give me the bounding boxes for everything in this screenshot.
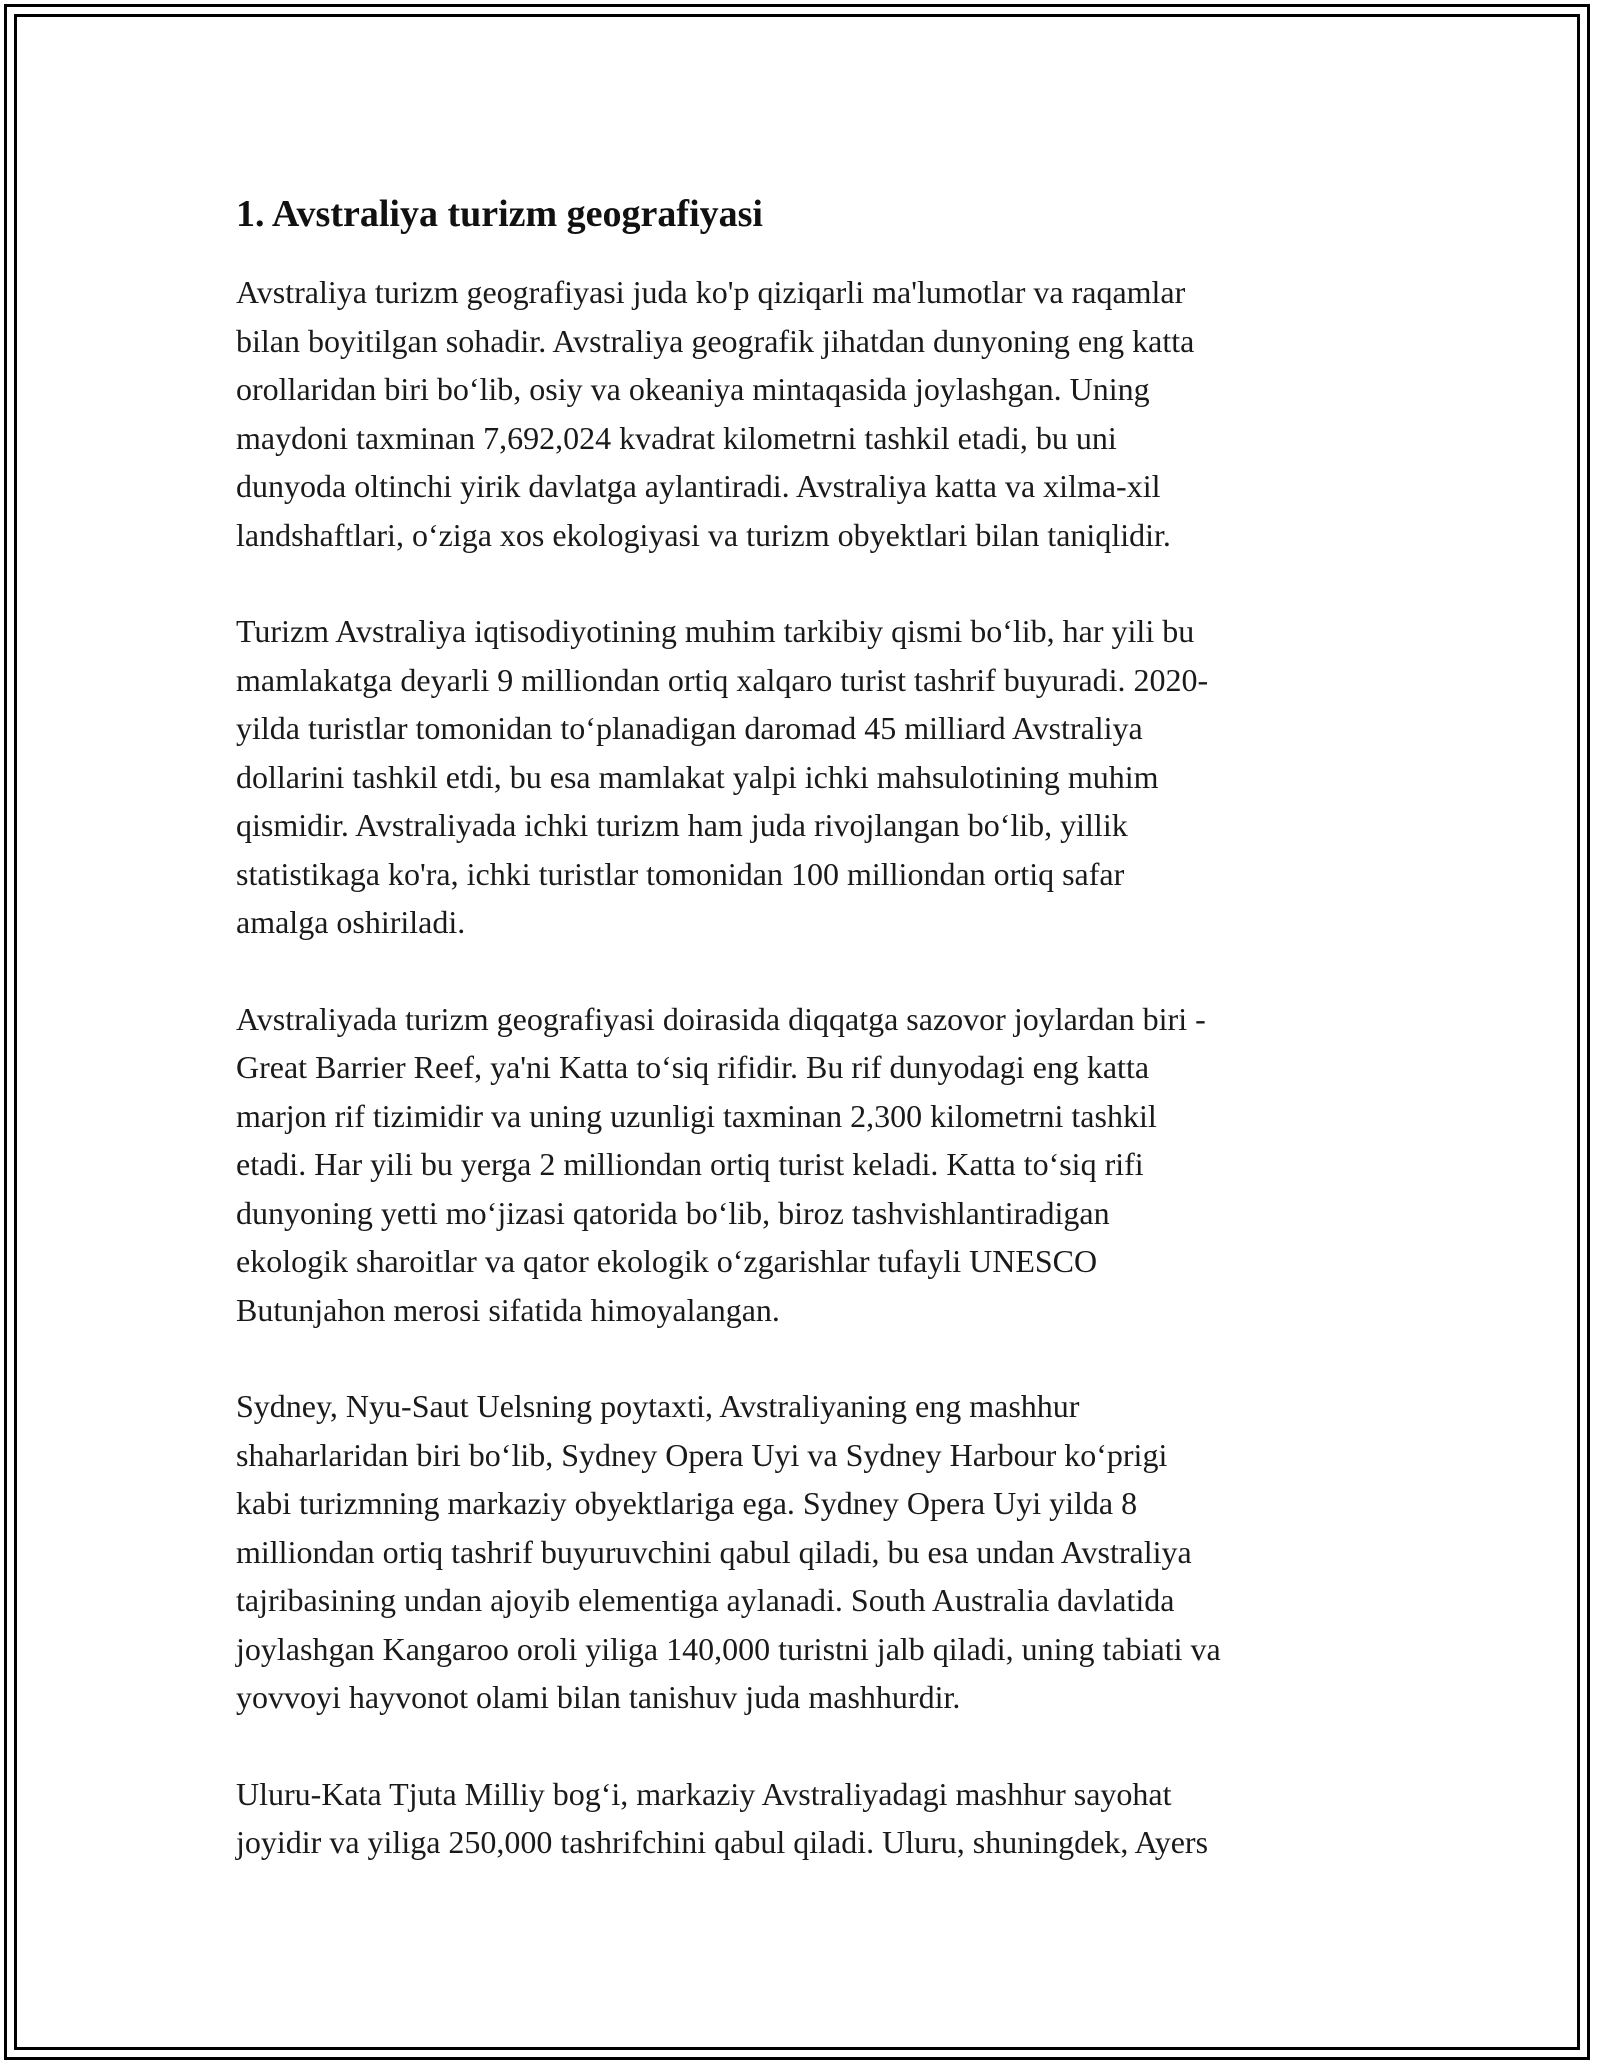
text-line: bilan boyitilgan sohadir. Avstraliya geografik jihatdan dunyoning eng katta <box>236 322 1195 359</box>
text-line: Sydney, Nyu-Saut Uelsning poytaxti, Avstraliyaning eng mashhur <box>236 1388 1080 1424</box>
text-line: ekologik sharoitlar va qator ekologik o‘zgarishlar tufayli UNESCO <box>236 1243 1098 1279</box>
text-line: Turizm Avstraliya iqtisodiyotining muhim tarkibiy qismi bo‘lib, har yili bu <box>236 613 1195 649</box>
text-line: joylashgan Kangaroo oroli yiliga 140,000 turistni jalb qiladi, uning tabiati va <box>236 1630 1221 1667</box>
text-line: joyidir va yiliga 250,000 tashrifchini qabul qiladi. Uluru, shuningdek, Ayers <box>236 1824 1209 1860</box>
text-line: Avstraliyada turizm geografiyasi doirasida diqqatga sazovor joylardan biri - <box>236 1000 1206 1037</box>
text-line: landshaftlari, o‘ziga xos ekologiyasi va turizm obyektlari bilan taniqlidir. <box>236 516 1171 553</box>
text-line: tajribasining undan ajoyib elementiga aylanadi. South Australia davlatida <box>236 1582 1175 1618</box>
text-line: etadi. Har yili bu yerga 2 milliondan ortiq turist keladi. Katta to‘siq rifi <box>236 1146 1144 1182</box>
text-line: orollaridan biri bo‘lib, osiy va okeaniya mintaqasida joylashgan. Uning <box>236 371 1150 407</box>
text-line: shaharlaridan biri bo‘lib, Sydney Opera Uyi va Sydney Harbour ko‘prigi <box>236 1436 1168 1473</box>
text-line: amalga oshiriladi. <box>236 904 466 940</box>
text-line: maydoni taxminan 7,692,024 kvadrat kilometrni tashkil etadi, bu uni <box>236 419 1117 456</box>
paragraph-5 <box>236 1770 1366 1867</box>
text-line: milliondan ortiq tashrif buyuruvchini qabul qiladi, bu esa undan Avstraliya <box>236 1533 1192 1570</box>
text-line: dunyoning yetti mo‘jizasi qatorida bo‘lib, biroz tashvishlantiradigan <box>236 1194 1110 1231</box>
text-line: yovvoyi hayvonot olami bilan tanishuv juda mashhurdir. <box>236 1679 961 1715</box>
section-heading: 1. Avstraliya turizm geografiyasi <box>236 193 763 235</box>
text-line: statistikaga ko'ra, ichki turistlar tomonidan 100 milliondan ortiq safar <box>236 855 1125 892</box>
paragraph-3 <box>236 995 1366 1335</box>
text-line: dollarini tashkil etdi, bu esa mamlakat yalpi ichki mahsulotining muhim <box>236 758 1159 795</box>
text-line: qismidir. Avstraliyada ichki turizm ham juda rivojlangan bo‘lib, yillik <box>236 807 1128 843</box>
paragraph-4 <box>236 1382 1366 1722</box>
text-line: Avstraliya turizm geografiyasi juda ko'p qiziqarli ma'lumotlar va raqamlar <box>236 274 1186 310</box>
text-line: Butunjahon merosi sifatida himoyalangan. <box>236 1291 780 1328</box>
document-body <box>236 186 1366 1915</box>
paragraph-2 <box>236 607 1366 947</box>
text-line: Uluru-Kata Tjuta Milliy bog‘i, markaziy Avstraliyadagi mashhur sayohat <box>236 1775 1172 1812</box>
paragraph-1 <box>236 268 1366 559</box>
text-line: Great Barrier Reef, ya'ni Katta to‘siq rifidir. Bu rif dunyodagi eng katta <box>236 1049 1150 1085</box>
text-line: mamlakatga deyarli 9 milliondan ortiq xalqaro turist tashrif buyuradi. 2020- <box>236 661 1209 698</box>
text-line: kabi turizmning markaziy obyektlariga ega. Sydney Opera Uyi yilda 8 <box>236 1485 1138 1521</box>
text-line: yilda turistlar tomonidan to‘planadigan daromad 45 milliard Avstraliya <box>236 710 1143 746</box>
text-line: dunyoda oltinchi yirik davlatga aylantiradi. Avstraliya katta va xilma-xil <box>236 468 1161 504</box>
text-line: marjon rif tizimidir va uning uzunligi taxminan 2,300 kilometrni tashkil <box>236 1097 1157 1134</box>
